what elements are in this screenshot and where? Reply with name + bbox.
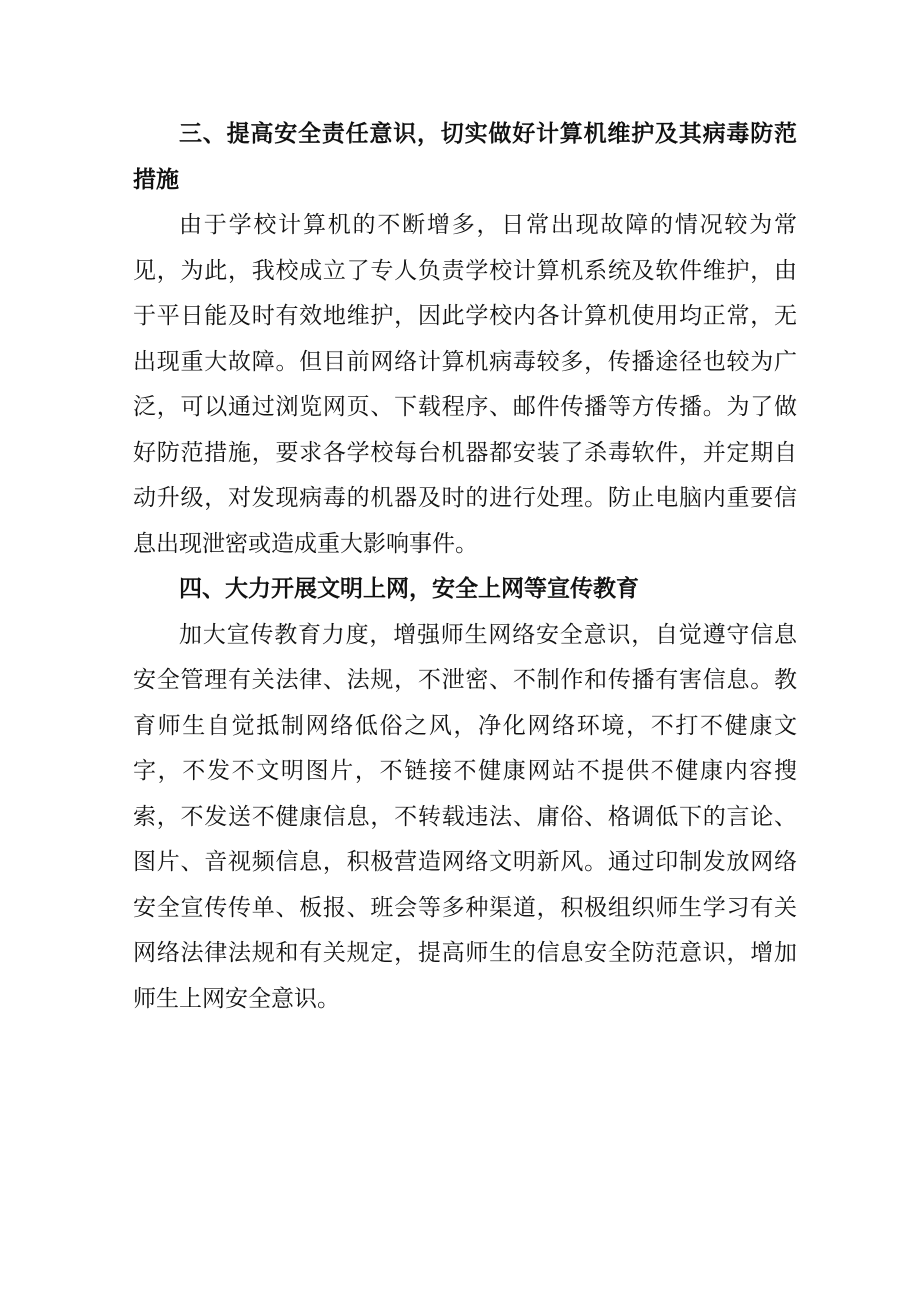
section-paragraph-3: 由于学校计算机的不断增多，日常出现故障的情况较为常见，为此，我校成立了专人负责学校计算机系统及软件维护，由于平日能及时有效地维护，因此学校内各计算机使用均正常，无出现重大故障。但目前网络计算机病毒较多，传播途径也较为广泛，可以通过浏览网页、下载程序、邮件传播等方传播。为了做好防范措施，要求各学校每台机器都安装了杀毒软件，并定期自动升级，对发现病毒的机器及时的进行处理。防止电脑内重要信息出现泄密或造成重大影响事件。 — [133, 212, 797, 557]
document-body — [133, 112, 797, 1022]
section-heading-4: 四、大力开展文明上网，安全上网等宣传教育 — [179, 576, 639, 602]
section-heading-3: 三、提高安全责任意识，切实做好计算机维护及其病毒防范措施 — [133, 121, 797, 193]
section-paragraph-4: 加大宣传教育力度，增强师生网络安全意识，自觉遵守信息安全管理有关法律、法规，不泄密、不制作和传播有害信息。教育师生自觉抵制网络低俗之风，净化网络环境，不打不健康文字，不发不文明图片，不链接不健康网站不提供不健康内容搜索，不发送不健康信息，不转载违法、庸俗、格调低下的言论、图片、音视频信息，积极营造网络文明新风。通过印制发放网络安全宣传传单、板报、班会等多种渠道，积极组织师生学习有关网络法律法规和有关规定，提高师生的信息安全防范意识，增加师生上网安全意识。 — [133, 621, 797, 1012]
